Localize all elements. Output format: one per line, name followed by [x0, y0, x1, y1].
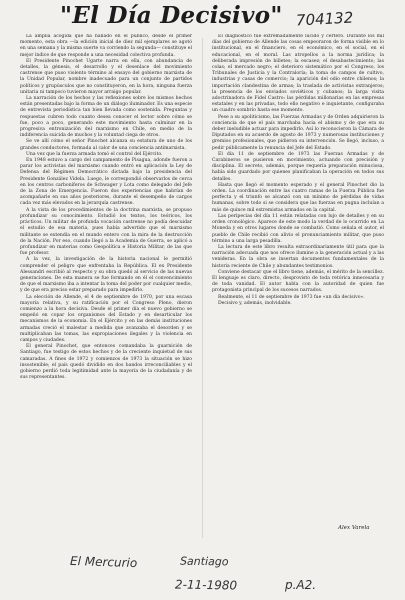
article-right-column: [212, 34, 384, 516]
paragraph: Las peripecias del día 11 están relatadas con lujo de detalles y en su orden cronológico. Aparece de este modo la verdad de lo ocurrido en La Moneda y en otros lugares donde se combatió. Como señala el autor, el pueblo de Chile recibió con alivio el pronunciamiento militar, que puso término a una larga pesadilla.: [212, 213, 384, 244]
paragraph: Conviene destacar que el libro tiene, además, el mérito de la sencillez. El lenguaje es claro, directo, desprovisto de toda retórica innecesaria y de toda vanidad. El autor habla con la autoridad de quien fue protagonista principal de los sucesos narrados.: [212, 269, 384, 294]
paragraph: A la vez, la investigación de la historia nacional le permitió comprender el peligro que enfrentaba la República. El ex Presidente Alessandri escribió al respecto y su obra quedó al servicio de las nuevas generaciones. De esta manera se fue formando en él el convencimiento de que el marxismo iba a intentar la toma del poder por cualquier medio, y de que era preciso estar preparado para impedirlo.: [20, 257, 192, 294]
paragraph: A la vista de los procedimientos de la doctrina marxista, se propuso profundizar su conocimiento. Estudió los textos, los teóricos, los prácticos. Un militar de profunda vocación castrense no podía descuidar el estudio de esa materia, pues había advertido que el marxismo militante se extendía en el mundo entero con la mira de la destrucción de la Nación. Por eso, cuando llegó a la Academia de Guerra, se aplicó a profundizar en materias como Geopolítica e Historia Militar, de las que fue profesor.: [20, 207, 192, 257]
paragraph: La elección de Allende, el 4 de septiembre de 1970, por una escasa mayoría relativa, y su ratificación por el Congreso Pleno, dieron comienzo a la hora decisiva. Desde el primer día el nuevo gobierno se empeñó en copar los organismos del Estado y en desarticular los mecanismos de la economía. En el Ejército y en las demás instituciones armadas creció el malestar a medida que avanzaba el desorden y se multiplicaban las tomas, las expropiaciones ilegales y la violencia en campos y ciudades.: [20, 294, 192, 343]
paragraph: La lectura de este libro resulta extraordinariamente útil para que la narración adecuada que nos ofrece ilumine a la generación actual y a las venideras. En la obra se insertan documentos fundamentales de la historia reciente de Chile y abundantes testimonios.: [212, 244, 384, 269]
paragraph: La narración de los hechos y las reflexiones sobre los mismos hechos están presentadas bajo la forma de un diálogo iluminador. Es una especie de entrevista periodística tan bien llevada como sostenida. Preguntas y respuestas cubren todo cuanto desea conocer el lector sobre cómo se fue, poco a poco, generando este movimiento hasta culminar en la progresiva entronización del marxismo en Chile, en medio de la indiferencia suicida de muchos y la voluntad ciega de otros.: [20, 96, 192, 139]
column-divider: [202, 38, 203, 538]
paragraph: Realmente, el 11 de septiembre de 1973 fue «un día decisivo».: [218, 294, 365, 300]
paragraph: Una vez que la fuerza armada tomó el control del Ejército.: [26, 151, 163, 157]
paragraph: El Presidente Pinochet Ugarte narra en ella, con abundancia de detalles, la génesis, el desarrollo y el desenlace del movimiento castrense que puso violento término al ensayo del gobierno marxista de la Unidad Popular, nombre inadecuado para un conjunto de partidos políticos y grupúsculos que no constituyeron, en la hora, ninguna fuerza unitaria ni tampoco tuvieron mayor arraigo popular.: [20, 58, 192, 95]
article-left-column: [20, 34, 192, 544]
article-signature: Alex Varela: [338, 525, 370, 531]
paragraph: El día 11 de septiembre de 1973 las Fuerzas Armadas y de Carabineros se pusieron en movimiento, actuando con precisión y disciplina. El secreto, además, porque requería preparación minuciosa, había sido guardado por quienes planificaban la operación en todos sus detalles.: [212, 151, 384, 182]
paragraph: El diagnóstico fue extremadamente lúcido y certero. Durante los mil días del gobierno de Allende las cosas empeoraron de forma visible en lo institucional, en el financiero, en el económico, en el social, en el educacional, en el moral. Las atropellos a la norma jurídica; la deliberada impresión de billetes; la escasez; el desabastecimiento; las colas; el mercado negro; el deterioro sistemático por el Congreso, los Tribunales de Justicia y la Contraloría; la toma de campos de cultivo, industrias y casas de comercio; la aparición del odio entre chilenos; la importación clandestina de armas; la traslada de activistas extranjeros; la presencia de los enviados soviéticos y cubanos; la larga visita adoctrinadora de Fidel Castro: las pérdidas millonarias en las empresas estatales y en las privadas, todo ello negativo e inquietante, configuraba un cuadro sombrío hasta ese momento.: [212, 34, 384, 114]
paragraph: La amplia acogida que ha hallado en el público, desde el primer momento, esta obra —la edición inicial de diez mil ejemplares se agotó en una semana y la misma suerte va corriendo la segunda— constituye el mejor índice de que responde a una necesidad colectiva profunda.: [20, 34, 192, 58]
clipping-page: p.A2.: [285, 578, 317, 592]
paragraph: Hasta que llegó el momento esperado y el general Pinochet dio la orden. La coordinación entre las cuatro ramas de la Fuerza Pública fue perfecta y el triunfo se alcanzó con un mínimo de pérdidas de vidas humanas, sobre todo si se considera que las fuerzas en pugna incluían a más de quince mil extremistas armados en la capital.: [212, 182, 384, 213]
clipping-city: Santiago: [179, 554, 229, 569]
archive-number: 704132: [295, 8, 354, 30]
paragraph: En 1948 estuvo a cargo del campamento de Pisagua, adonde fueron a parar los activistas del marxismo cuando entró en aplicación la Ley de Defensa del Régimen Democrático dictada bajo la presidencia del Presidente González Videla. Luego, le correspondió observarlos de cerca en los centros carboníferos de Schwager y Lota como delegado del Jefe de la Zona de Emergencia. Fueron dos experiencias que habrían de acompañarle en sus años posteriores, durante el desempeño de cargos cada vez más elevados en la jerarquía castrense.: [20, 158, 192, 207]
paragraph: Se ve allí cómo el señor Pinochet alcanza su estatura de uno de los grandes conductores, formada al calor de una conciencia antimarxista.: [20, 139, 192, 151]
article-title: "El Día Decisivo": [60, 2, 283, 29]
clipping-date: 2-11-1980: [174, 577, 238, 593]
paragraph: El general Pinochet, que entonces comandaba la guarnición de Santiago, fue testigo de estos hechos y de la creciente inquietud de sus camaradas. A fines de 1972 y comienzos de 1973 la situación se hizo insostenible; el país quedó dividido en dos bandos irreconciliables y el gobierno perdió toda legitimidad ante la mayoría de la ciudadanía y de sus representantes.: [20, 344, 192, 381]
paragraph: Decisivo y, además, inolvidable.: [218, 300, 292, 306]
clipping-source: El Mercurio: [69, 553, 138, 571]
paragraph: Pese a su apoliticismo, las Fuerzas Armadas y de Orden adquirieron la conciencia de que el país marchaba hacia el abismo y de que era su deber ineludible actuar para impedirlo. Así lo reconocieron la Cámara de Diputados en su acuerdo de agosto de 1973 y numerosas instituciones y gremios profesionales, que pidieron su intervención. Se llegó, incluso, a pedir públicamente la renuncia del Jefe del Estado.: [212, 114, 384, 151]
